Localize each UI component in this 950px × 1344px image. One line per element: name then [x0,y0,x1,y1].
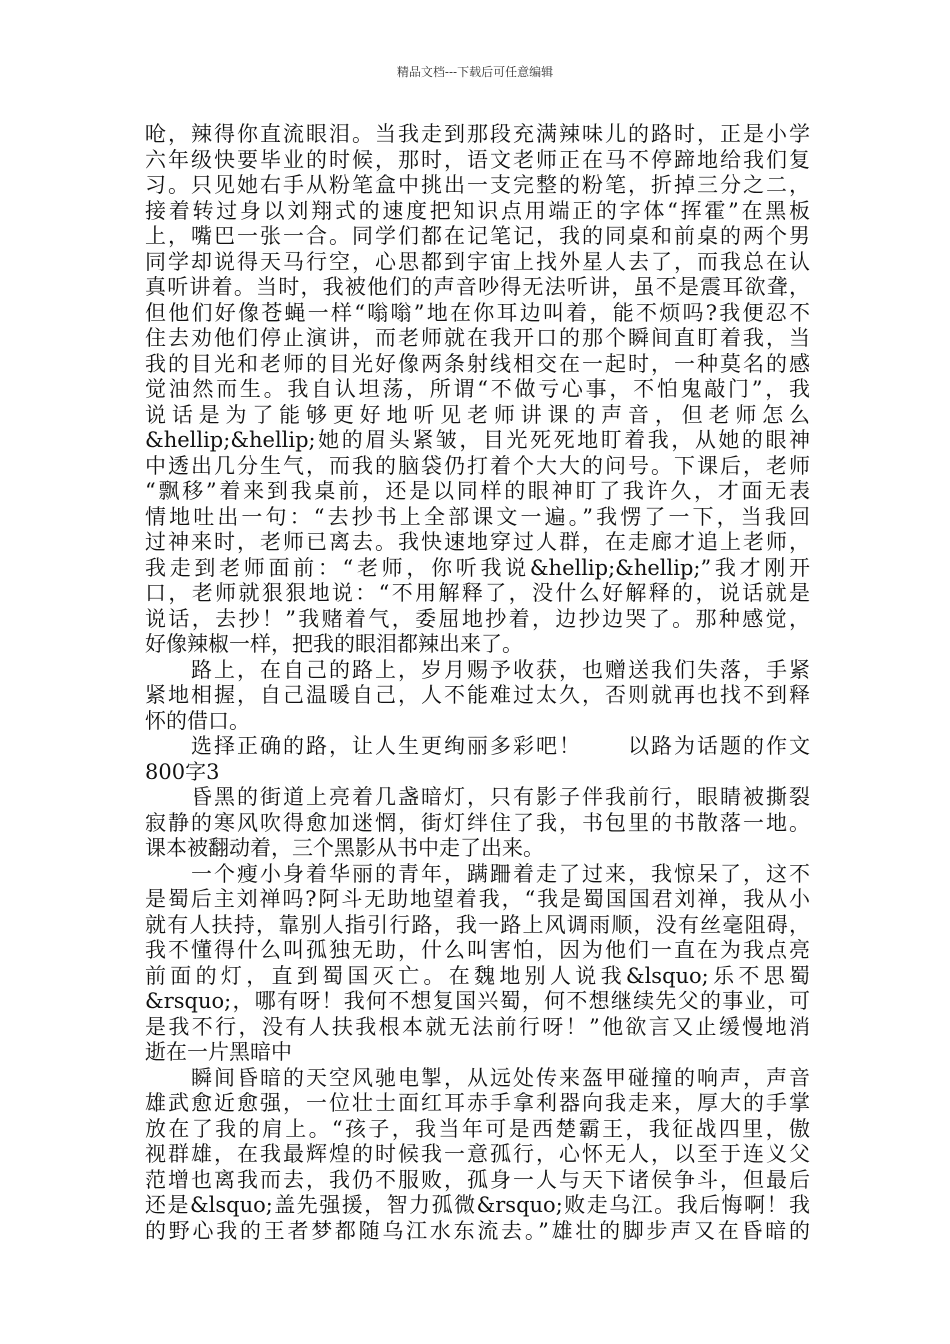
text-line: 呛，辣得你直流眼泪。当我走到那段充满辣味儿的路时，正是小学 [145,122,810,146]
text-line: 昏黑的街道上亮着几盏暗灯，只有影子伴我前行，眼睛被撕裂 [145,785,810,809]
text-line: 我的目光和老师的目光好像两条射线相交在一起时，一种莫名的感 [145,351,810,376]
text-line: 范增也离我而去，我仍不服败，孤身一人与天下诸侯争斗，但最后 [145,1167,810,1192]
text-line: 中透出几分生气，而我的脑袋仍打着个大大的问号。下课后，老师 [145,453,810,478]
text-line: 上，嘴巴一张一合。同学们都在记笔记，我的同桌和前桌的两个男 [145,224,810,248]
text-line: &hellip;&hellip;她的眉头紧皱，目光死死地盯着我，从她的眼神 [145,428,810,452]
text-line: 怀的借口。 [145,708,250,733]
text-line: 雄武愈近愈强，一位壮士面红耳赤手拿利器向我走来，厚大的手掌 [145,1091,810,1115]
text-line: 接着转过身以刘翔式的速度把知识点用端正的字体“挥霍”在黑板 [145,198,810,223]
text-line: 路上，在自己的路上，岁月赐予收获，也赠送我们失落，手紧 [145,657,810,682]
text-line: 好像辣椒一样，把我的眼泪都辣出来了。 [145,632,523,656]
text-line: 是蜀后主刘禅吗?阿斗无助地望着我，“我是蜀国国君刘禅，我从小 [145,887,810,911]
text-line: 过神来时，老师已离去。我快速地穿过人群，在走廊才追上老师， [145,530,810,554]
text-line: 我走到老师面前：“老师，你听我说&hellip;&hellip;”我才刚开 [145,555,810,580]
text-line: 紧地相握，自己温暖自己，人不能难过太久，否则就再也找不到释 [145,683,810,707]
text-line: 视群雄，在我最辉煌的时候我一意孤行，心怀无人，以至于连义父 [145,1142,810,1166]
text-line: 情地吐出一句：“去抄书上全部课文一遍。”我愣了一下，当我回 [145,504,810,529]
text-line: 口，老师就狠狠地说：“不用解释了，没什么好解释的，说话就是 [145,581,810,605]
text-line: &rsquo;，哪有呀！我何不想复国兴蜀，何不想继续先父的事业，可 [145,989,810,1013]
document-body [145,122,810,1244]
text-line: 六年级快要毕业的时候，那时，语文老师正在马不停蹄地给我们复 [145,147,810,172]
text-line: 就有人扶持，靠别人指引行路，我一路上风调雨顺，没有丝毫阻碍， [145,912,810,937]
text-line: 逝在一片黑暗中 [145,1040,292,1064]
text-line: 还是&lsquo;盖先强援，智力孤微&rsquo;败走乌江。我后悔啊！我 [145,1193,810,1217]
text-line: 的野心我的王者梦都随乌江水东流去。”雄壮的脚步声又在昏暗的 [145,1218,810,1243]
text-line: 选择正确的路，让人生更绚丽多彩吧！ 以路为话题的作文 [145,734,810,758]
text-line: 一个瘦小身着华丽的青年，蹒跚着走了过来，我惊呆了，这不 [145,861,810,886]
text-line: 前面的灯，直到蜀国灭亡。在魏地别人说我&lsquo;乐不思蜀 [145,963,810,988]
text-line: 放在了我的肩上。“孩子，我当年可是西楚霸王，我征战四里，傲 [145,1116,810,1141]
text-line: 觉油然而生。我自认坦荡，所谓“不做亏心事，不怕鬼敲门”，我 [145,377,810,401]
text-line: 寂静的寒风吹得愈加迷惘，街灯绊住了我，书包里的书散落一地。 [145,810,810,835]
text-line: 住去劝他们停止演讲，而老师就在我开口的那个瞬间直盯着我，当 [145,326,810,350]
text-line: 同学却说得天马行空，心思都到宇宙上找外星人去了，而我总在认 [145,249,810,274]
text-line: “飘移”着来到我桌前，还是以同样的眼神盯了我许久，才面无表 [145,479,810,503]
text-line: 说话是为了能够更好地听见老师讲课的声音，但老师怎么 [145,402,810,427]
text-line: 是我不行，没有人扶我根本就无法前行呀！”他欲言又止缓慢地消 [145,1014,810,1039]
text-line: 我不懂得什么叫孤独无助，什么叫害怕，因为他们一直在为我点亮 [145,938,810,962]
page-header: 精品文档---下载后可任意编辑 [396,65,554,79]
text-line: 但他们好像苍蝇一样“嗡嗡”地在你耳边叫着，能不烦吗?我便忍不 [145,300,810,325]
text-line: 课本被翻动着，三个黑影从书中走了出来。 [145,836,544,860]
text-line: 真听讲着。当时，我被他们的声音吵得无法听讲，虽不是震耳欲聋， [145,275,810,299]
text-line: 800字3 [145,759,220,784]
text-line: 瞬间昏暗的天空风驰电掣，从远处传来盔甲碰撞的响声，声音 [145,1065,810,1090]
text-line: 习。只见她右手从粉笔盒中挑出一支完整的粉笔，折掉三分之二， [145,173,810,197]
text-line: 说话，去抄！”我赌着气，委屈地抄着，边抄边哭了。那种感觉， [145,606,810,631]
